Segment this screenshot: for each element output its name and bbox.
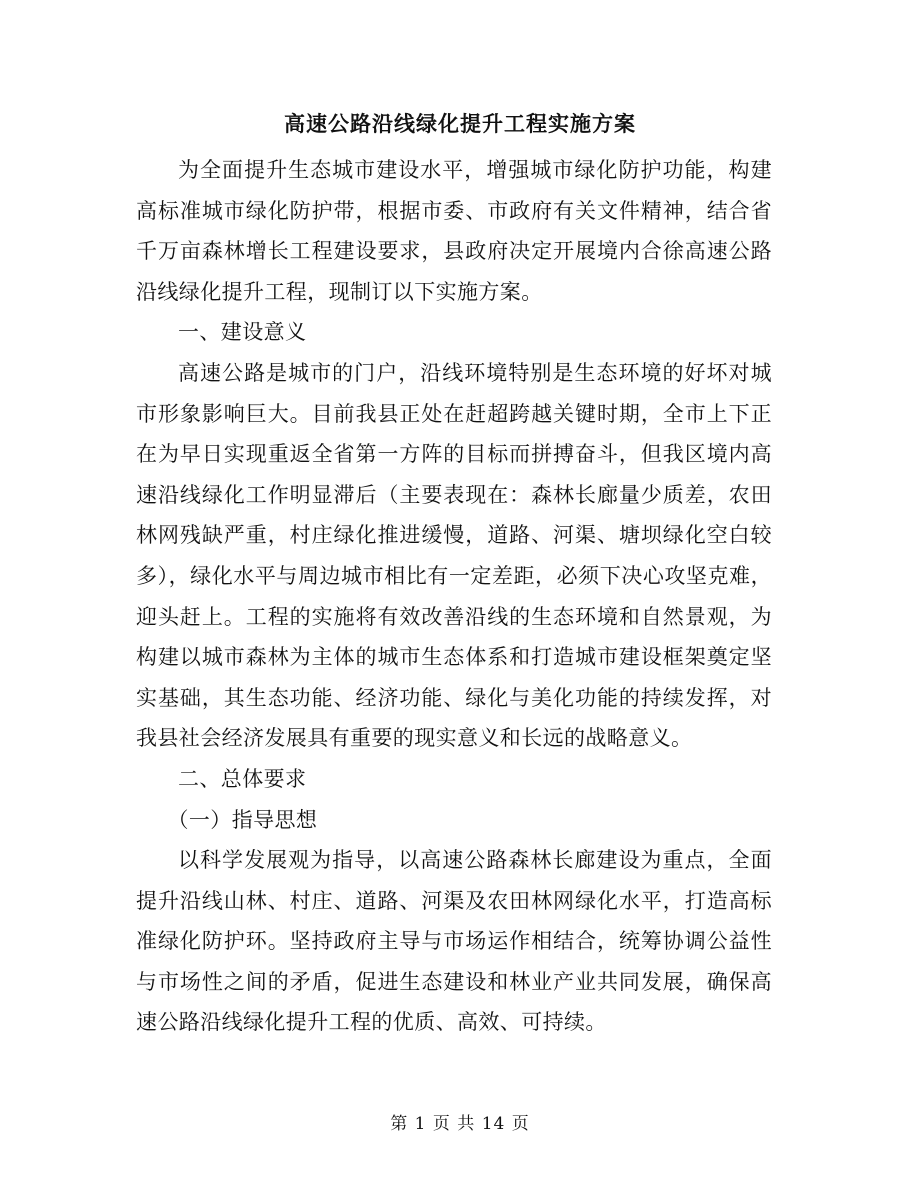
document-title: 高速公路沿线绿化提升工程实施方案 bbox=[284, 111, 636, 136]
section-heading-significance: 一、建设意义 bbox=[178, 320, 307, 345]
document-body bbox=[136, 150, 772, 1043]
significance-paragraph: 高速公路是城市的门户，沿线环境特别是生态环境的好坏对城市形象影响巨大。目前我县正处在赶超跨越关键时期，全市上下正在为早日实现重返全省第一方阵的目标而拼搏奋斗，但我区境内高速沿线绿化工作明显滞后（主要表现在：森林长廊量少质差，农田林网残缺严重，村庄绿化推进缓慢，道路、河渠、塘坝绿化空白较多），绿化水平与周边城市相比有一定差距，必须下决心攻坚克难，迎头赶上。工程的实施将有效改善沿线的生态环境和自然景观，为构建以城市森林为主体的城市生态体系和打造城市建设框架奠定坚实基础，其生态功能、经济功能、绿化与美化功能的持续发挥，对我县社会经济发展具有重要的现实意义和长远的战略意义。 bbox=[136, 360, 772, 751]
guiding-ideology-paragraph: 以科学发展观为指导，以高速公路森林长廊建设为重点，全面提升沿线山林、村庄、道路、河渠及农田林网绿化水平，打造高标准绿化防护环。坚持政府主导与市场运作相结合，统筹协调公益性与市场性之间的矛盾，促进生态建设和林业产业共同发展，确保高速公路沿线绿化提升工程的优质、高效、可持续。 bbox=[136, 848, 772, 1035]
subsection-heading-guiding-ideology: （一）指导思想 bbox=[167, 807, 318, 832]
section-heading-requirements: 二、总体要求 bbox=[178, 766, 307, 791]
page-number-footer: 第 1 页 共 14 页 bbox=[390, 1114, 530, 1134]
intro-paragraph: 为全面提升生态城市建设水平，增强城市绿化防护功能，构建高标准城市绿化防护带，根据市委、市政府有关文件精神，结合省千万亩森林增长工程建设要求，县政府决定开展境内合徐高速公路沿线绿化提升工程，现制订以下实施方案。 bbox=[136, 158, 772, 304]
